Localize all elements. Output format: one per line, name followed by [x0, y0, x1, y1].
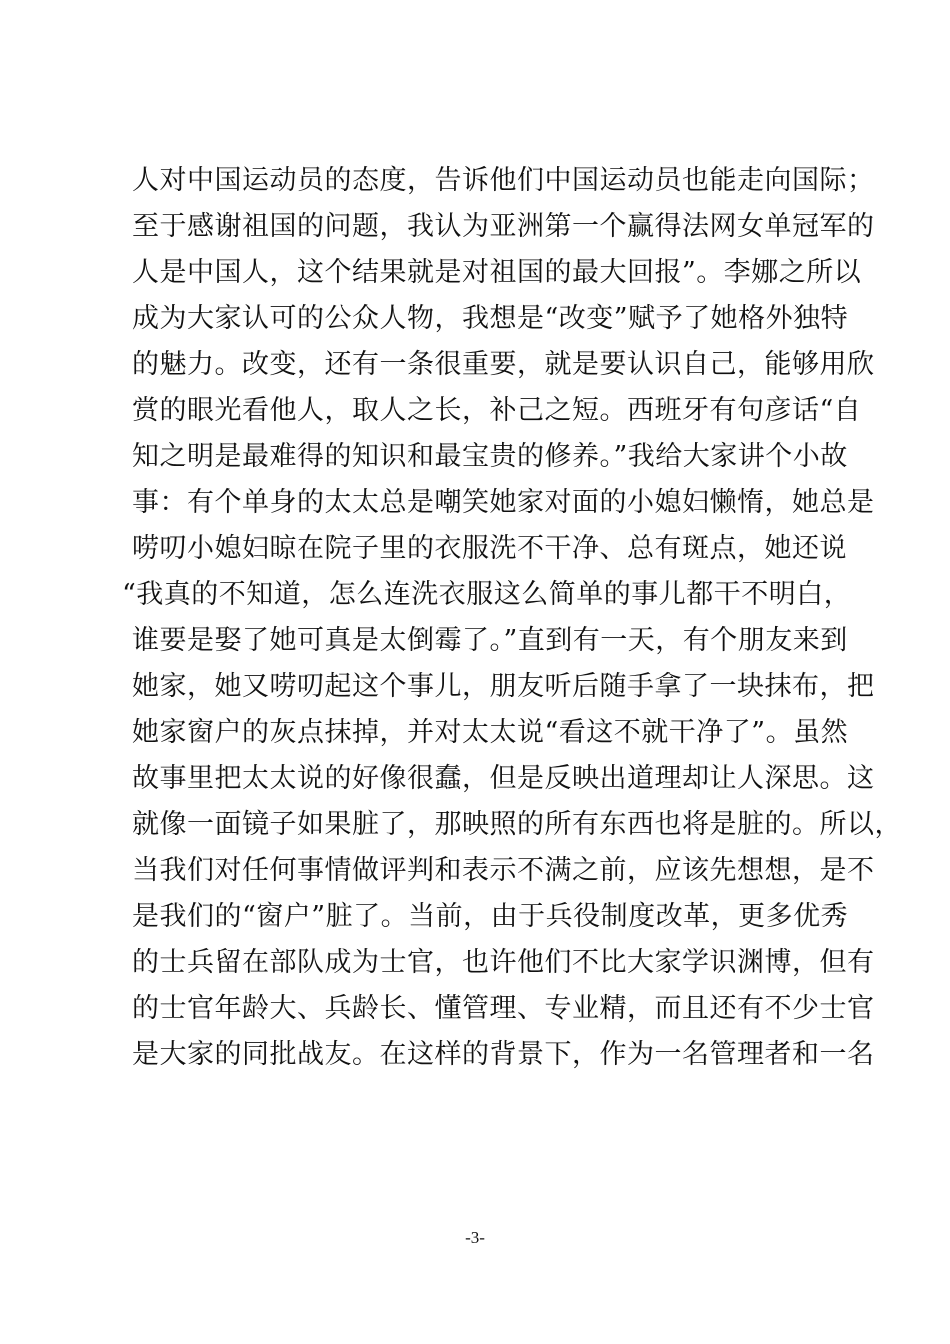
body-text — [122, 158, 902, 1078]
text-line: 她家窗户的灰点抹掉，并对太太说“看这不就干净了”。虽然 — [132, 717, 849, 748]
text-line: 是我们的“窗户”脏了。当前，由于兵役制度改革，更多优秀 — [132, 901, 849, 932]
text-line: 人对中国运动员的态度，告诉他们中国运动员也能走向国际； — [132, 165, 875, 196]
text-line: 人是中国人，这个结果就是对祖国的最大回报”。李娜之所以 — [132, 257, 862, 288]
text-line: “我真的不知道，怎么连洗衣服这么简单的事儿都干不明白， — [122, 579, 852, 610]
text-line: 事：有个单身的太太总是嘲笑她家对面的小媳妇懒惰，她总是 — [132, 487, 875, 518]
text-line: 当我们对任何事情做评判和表示不满之前，应该先想想，是不 — [132, 855, 875, 886]
text-line: 谁要是娶了她可真是太倒霉了。”直到有一天，有个朋友来到 — [132, 625, 848, 656]
text-line: 故事里把太太说的好像很蠢，但是反映出道理却让人深思。这 — [132, 763, 875, 794]
text-line: 成为大家认可的公众人物，我想是“改变”赋予了她格外独特 — [132, 303, 849, 334]
text-line: 是大家的同批战友。在这样的背景下，作为一名管理者和一名 — [132, 1039, 875, 1070]
text-line: 的士官年龄大、兵龄长、懂管理、专业精，而且还有不少士官 — [132, 993, 875, 1024]
text-line: 就像一面镜子如果脏了，那映照的所有东西也将是脏的。所以， — [132, 809, 902, 840]
text-line: 的魅力。改变，还有一条很重要，就是要认识自己，能够用欣 — [132, 349, 875, 380]
text-line: 唠叨小媳妇晾在院子里的衣服洗不干净、总有斑点，她还说 — [132, 533, 847, 564]
text-line: 的士兵留在部队成为士官，也许他们不比大家学识渊博，但有 — [132, 947, 875, 978]
text-line: 至于感谢祖国的问题，我认为亚洲第一个赢得法网女单冠军的 — [132, 211, 875, 242]
text-line: 知之明是最难得的知识和最宝贵的修养。”我给大家讲个小故 — [132, 441, 848, 472]
text-line: 她家，她又唠叨起这个事儿，朋友听后随手拿了一块抹布，把 — [132, 671, 875, 702]
text-line: 赏的眼光看他人，取人之长，补己之短。西班牙有句彦话“自 — [132, 395, 862, 426]
page-number: -3- — [465, 1228, 485, 1247]
